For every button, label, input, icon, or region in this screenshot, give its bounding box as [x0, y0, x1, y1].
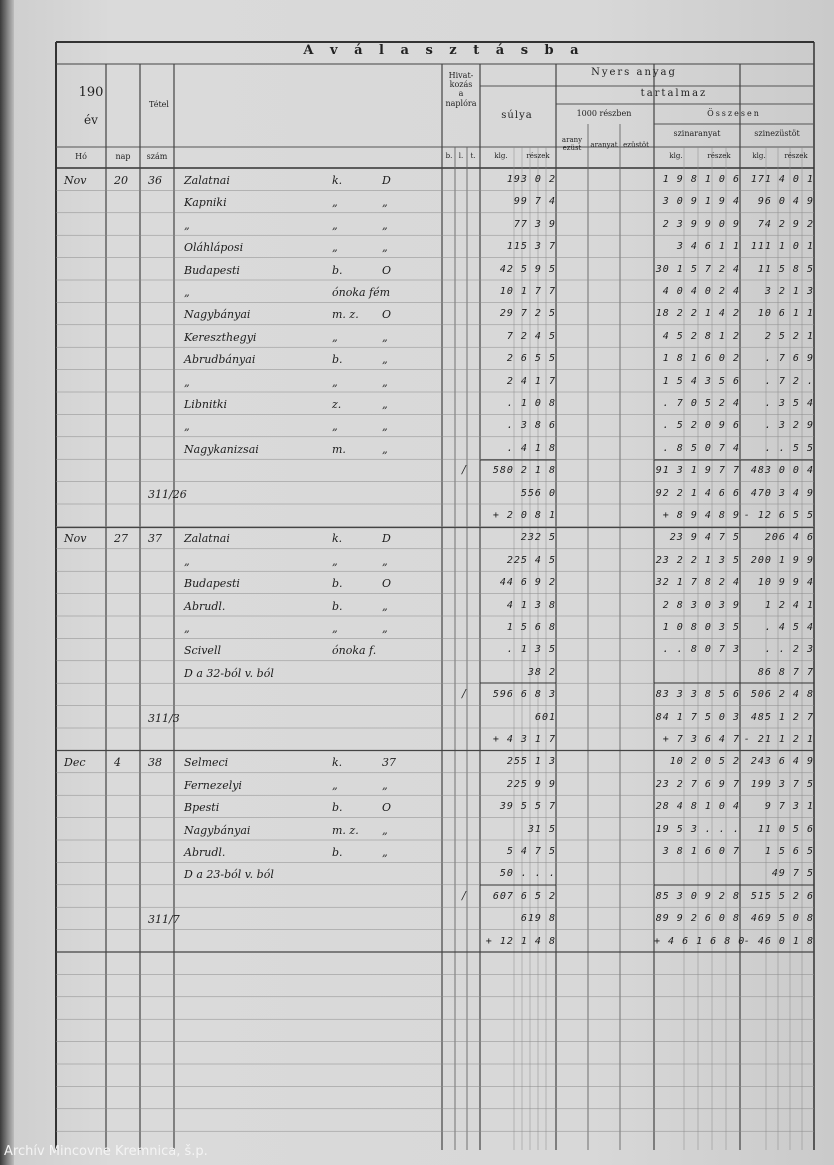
row-weight: 50 . . . — [499, 868, 556, 880]
row-class: b. — [332, 599, 343, 613]
row-weight: 31 5 — [527, 823, 556, 835]
row-weight: 99 7 4 — [513, 196, 556, 208]
row-gold: 1 8 1 6 0 2 — [662, 353, 740, 365]
row-class: z. — [332, 398, 342, 411]
row-silver: 243 6 4 9 — [750, 756, 814, 768]
row-silver: - 46 0 1 8 — [743, 935, 814, 947]
row-gold: 3 4 6 1 1 — [676, 241, 740, 253]
row-weight: . 3 8 6 — [506, 420, 556, 432]
row-mark: „ — [382, 823, 388, 837]
row-mark: „ — [382, 398, 388, 411]
row-weight: 556 0 — [520, 487, 556, 499]
ezer-label: 1000 részben — [576, 109, 632, 118]
arany-ezust-label: arany ezüst — [561, 136, 583, 153]
row-month: Nov — [64, 174, 87, 187]
row-item-number: 311/3 — [148, 711, 180, 725]
row-weight: 4 1 3 8 — [506, 599, 556, 611]
row-description: Abrudbányai — [184, 353, 256, 367]
row-mark: „ — [382, 218, 388, 232]
row-weight: . 4 1 8 — [506, 442, 556, 454]
row-silver: - 12 6 5 5 — [743, 510, 814, 521]
row-silver: 206 4 6 — [764, 532, 814, 544]
row-weight: 601 — [534, 711, 556, 723]
row-silver: 96 0 4 9 — [757, 196, 814, 208]
row-weight: 619 8 — [520, 913, 556, 925]
row-description: Nagykanizsai — [184, 442, 259, 456]
row-mark: D — [382, 174, 391, 187]
row-silver: . 3 5 4 — [764, 398, 814, 409]
row-weight: 29 7 2 5 — [499, 308, 556, 320]
row-weight: 225 9 9 — [506, 778, 556, 790]
row-gold: 83 3 3 8 5 6 — [655, 689, 740, 701]
row-weight: . 1 3 5 — [506, 644, 556, 656]
row-description: Selmeci — [184, 756, 229, 770]
row-gold: 3 0 9 1 9 4 — [662, 196, 740, 208]
hivatkozas-label: Hivat- kozás a naplóra — [445, 71, 477, 108]
row-mark: „ — [382, 420, 388, 434]
row-silver: 2 5 2 1 — [764, 330, 814, 342]
row-silver: 3 2 1 3 — [764, 286, 814, 297]
row-gold: 3 8 1 6 0 7 — [662, 846, 740, 857]
row-gold: 30 1 5 7 2 4 — [655, 263, 740, 275]
row-weight: 5 4 7 5 — [506, 846, 556, 857]
row-weight: 580 2 1 8 — [492, 465, 556, 477]
row-gold: . 5 2 0 9 6 — [662, 420, 740, 432]
row-mark: „ — [382, 353, 388, 367]
row-weight: 2 4 1 7 — [506, 375, 556, 387]
row-class: „ — [332, 375, 338, 389]
row-weight: 232 5 — [520, 532, 556, 544]
row-gold: 1 0 8 0 3 5 — [662, 622, 740, 633]
book-binding — [0, 0, 14, 1165]
row-weight: 2 6 5 5 — [506, 353, 556, 365]
row-mark: „ — [382, 241, 388, 255]
row-weight: 115 3 7 — [506, 241, 556, 253]
row-class: b. — [332, 263, 343, 277]
reszek-label: részek — [784, 152, 808, 160]
row-silver: 86 8 7 7 — [757, 666, 814, 678]
row-silver: . 7 6 9 — [764, 353, 814, 365]
row-description: Nagybányai — [184, 308, 251, 322]
row-weight: + 2 0 8 1 — [492, 510, 556, 521]
row-class: k. — [332, 532, 343, 546]
row-weight: + 12 1 4 8 — [485, 935, 556, 947]
ho-label: Hó — [75, 152, 87, 161]
row-class: k. — [332, 174, 343, 187]
row-silver: 9 7 3 1 — [764, 801, 814, 813]
row-journal-mark: / — [462, 687, 466, 701]
klg-label: klg. — [494, 152, 508, 160]
row-silver: 171 4 0 1 — [750, 174, 814, 185]
row-description: Nagybányai — [184, 823, 251, 837]
row-class: „ — [332, 622, 338, 635]
row-gold: 23 9 4 7 5 — [669, 532, 740, 544]
row-mark: O — [382, 308, 392, 322]
row-silver: 11 0 5 6 — [757, 823, 814, 835]
row-mark: O — [382, 577, 392, 591]
row-description: Zalatnai — [184, 174, 230, 187]
row-item-number: 311/26 — [148, 487, 187, 501]
row-description: Oláhláposi — [184, 241, 244, 255]
row-description: Scivell — [184, 644, 221, 658]
row-weight: 42 5 9 5 — [499, 263, 556, 275]
row-gold: 91 3 1 9 7 7 — [655, 465, 740, 477]
row-gold: 28 4 8 1 0 4 — [655, 801, 740, 813]
row-description: „ — [184, 375, 190, 389]
szam-label: szám — [146, 152, 168, 161]
row-description: Kereszthegyi — [184, 330, 257, 344]
row-description: Budapesti — [184, 263, 240, 277]
szinarany-label: szinaranyat — [673, 129, 721, 138]
row-silver: 111 1 0 1 — [750, 241, 814, 253]
row-day: 4 — [114, 756, 121, 770]
row-silver: 199 3 7 5 — [750, 778, 814, 790]
nyers-label: Nyers anyag — [591, 67, 677, 78]
row-silver: 49 7 5 — [771, 868, 814, 880]
row-description: Abrudl. — [184, 846, 226, 859]
row-weight: 10 1 7 7 — [499, 286, 556, 297]
row-silver: - 21 1 2 1 — [743, 734, 814, 745]
row-silver: . . 5 5 — [764, 442, 814, 454]
nap-label: nap — [115, 152, 131, 161]
row-gold: + 8 9 4 8 9 — [662, 510, 740, 521]
row-weight: 7 2 4 5 — [506, 330, 556, 342]
row-description: D a 23-ból v. ból — [184, 868, 274, 882]
row-weight: . 1 0 8 — [506, 398, 556, 409]
row-class: ónoka f. — [332, 644, 377, 658]
row-mark: „ — [382, 599, 388, 613]
tartalmaz-label: tartalmaz — [640, 88, 708, 99]
row-class: „ — [332, 554, 338, 568]
row-mark: O — [382, 801, 392, 815]
row-gold: 2 3 9 9 0 9 — [662, 218, 740, 230]
row-class: b. — [332, 353, 343, 367]
row-silver: 470 3 4 9 — [750, 487, 814, 499]
row-description: „ — [184, 420, 190, 434]
szinezust-label: szinezüstöt — [754, 129, 800, 138]
row-description: Zalatnai — [184, 532, 230, 546]
row-gold: 18 2 2 1 4 2 — [655, 308, 740, 320]
row-silver: 485 1 2 7 — [750, 711, 814, 723]
archive-credit: Archív Mincovne Kremnica, š.p. — [4, 1144, 208, 1159]
row-item-number: 38 — [148, 756, 162, 770]
sulya-label: súlya — [501, 110, 533, 121]
row-mark: „ — [382, 778, 388, 792]
ezustot-label: ezüstöt — [623, 141, 649, 149]
row-class: „ — [332, 330, 338, 344]
row-mark: „ — [382, 375, 388, 389]
row-journal-mark: / — [462, 888, 466, 902]
row-day: 27 — [114, 532, 128, 546]
row-weight: 225 4 5 — [506, 554, 556, 566]
row-gold: 84 1 7 5 0 3 — [655, 711, 740, 723]
row-gold: 23 2 2 1 3 5 — [655, 554, 740, 566]
row-month: Nov — [64, 532, 87, 546]
row-weight: + 4 3 1 7 — [492, 734, 556, 745]
row-weight: 77 3 9 — [513, 218, 556, 230]
row-gold: 2 8 3 0 3 9 — [662, 599, 740, 611]
row-mark: 37 — [382, 756, 396, 770]
row-silver: 200 1 9 9 — [750, 554, 814, 566]
row-silver: 10 9 9 4 — [757, 577, 814, 589]
osszesen-label: Összesen — [707, 109, 761, 118]
row-class: „ — [332, 420, 338, 434]
row-gold: 4 0 4 0 2 4 — [662, 286, 740, 297]
row-description: „ — [184, 554, 190, 568]
row-silver: 1 5 6 5 — [764, 846, 814, 857]
row-silver: 515 5 2 6 — [750, 890, 814, 902]
l-label: l. — [458, 152, 464, 160]
aranyat-label: aranyat — [590, 141, 618, 149]
row-class: „ — [332, 778, 338, 792]
row-weight: 39 5 5 7 — [499, 801, 556, 813]
row-gold: . 8 5 0 7 4 — [662, 442, 740, 454]
row-class: b. — [332, 801, 343, 815]
row-mark: O — [382, 263, 392, 277]
year-label: 190 — [78, 85, 104, 100]
row-class: „ — [332, 196, 338, 210]
row-description: Abrudl. — [184, 599, 226, 613]
row-silver: 11 5 8 5 — [757, 263, 814, 275]
row-silver: . 4 5 4 — [764, 622, 814, 633]
row-gold: 4 5 2 8 1 2 — [662, 330, 740, 342]
row-gold: + 7 3 6 4 7 — [662, 734, 740, 745]
row-mark: „ — [382, 330, 388, 344]
row-class: ónoka fém — [332, 286, 391, 299]
row-gold: 85 3 0 9 2 8 — [655, 890, 740, 902]
row-item-number: 311/7 — [148, 913, 180, 927]
row-class: b. — [332, 846, 343, 859]
row-weight: 38 2 — [527, 666, 556, 678]
row-gold: 23 2 7 6 9 7 — [655, 778, 740, 790]
row-silver: 483 0 0 4 — [750, 465, 814, 477]
row-gold: 32 1 7 8 2 4 — [655, 577, 740, 589]
row-description: Libnitki — [184, 398, 228, 411]
row-mark: D — [382, 532, 391, 546]
row-class: m. — [332, 442, 346, 456]
row-gold: 10 2 0 5 2 — [669, 756, 740, 768]
row-gold: 89 9 2 6 0 8 — [655, 913, 740, 925]
row-gold: + 4 6 1 6 8 0 — [654, 935, 746, 947]
row-description: Bpesti — [184, 801, 220, 815]
banner-title: A v á l a s z t á s b a — [303, 43, 585, 58]
ev-label: év — [84, 113, 98, 127]
row-gold: . 7 0 5 2 4 — [662, 398, 740, 409]
row-day: 20 — [114, 174, 128, 187]
row-class: m. z. — [332, 823, 359, 837]
row-description: Budapesti — [184, 577, 240, 591]
klg-label: klg. — [669, 152, 683, 160]
t-label: t. — [470, 152, 476, 160]
row-silver: . . 2 3 — [764, 644, 814, 656]
row-mark: „ — [382, 442, 388, 456]
row-description: „ — [184, 218, 190, 232]
row-description: D a 32-ból v. ból — [184, 666, 274, 680]
row-description: „ — [184, 286, 190, 299]
row-mark: „ — [382, 846, 388, 859]
b-label: b. — [445, 152, 453, 160]
row-silver: . 7 2 . — [764, 375, 814, 387]
row-silver: 74 2 9 2 — [757, 218, 814, 230]
row-item-number: 36 — [148, 174, 162, 187]
row-weight: 44 6 9 2 — [499, 577, 556, 589]
row-gold: 1 9 8 1 0 6 — [662, 174, 740, 185]
row-weight: 596 6 8 3 — [492, 689, 556, 701]
row-silver: 1 2 4 1 — [764, 599, 814, 611]
reszek-label: részek — [526, 152, 550, 160]
row-silver: 506 2 4 8 — [750, 689, 814, 701]
row-item-number: 37 — [148, 532, 162, 546]
row-description: Kapniki — [184, 196, 227, 210]
row-mark: „ — [382, 554, 388, 568]
tetel-label: Tétel — [149, 100, 169, 109]
row-weight: 1 5 6 8 — [506, 622, 556, 633]
row-silver: . 3 2 9 — [764, 420, 814, 432]
row-description: „ — [184, 622, 190, 635]
row-class: „ — [332, 218, 338, 232]
row-class: b. — [332, 577, 343, 591]
row-weight: 255 1 3 — [506, 756, 556, 768]
row-silver: 10 6 1 1 — [757, 308, 814, 320]
row-weight: 193 0 2 — [506, 174, 556, 185]
row-gold: 19 5 3 . . . — [655, 823, 740, 835]
row-journal-mark: / — [462, 463, 466, 477]
row-mark: „ — [382, 196, 388, 210]
row-gold: . . 8 0 7 3 — [662, 644, 740, 656]
row-mark: „ — [382, 622, 388, 635]
row-class: m. z. — [332, 308, 359, 322]
row-gold: 92 2 1 4 6 6 — [655, 487, 740, 499]
row-class: k. — [332, 756, 343, 770]
row-weight: 607 6 5 2 — [492, 890, 556, 902]
ledger-page — [14, 0, 834, 1165]
reszek-label: részek — [707, 152, 731, 160]
row-description: Fernezelyi — [184, 778, 242, 792]
row-month: Dec — [64, 756, 86, 770]
row-gold: 1 5 4 3 5 6 — [662, 375, 740, 387]
row-silver: 469 5 0 8 — [750, 913, 814, 925]
klg-label: klg. — [752, 152, 766, 160]
row-class: „ — [332, 241, 338, 255]
